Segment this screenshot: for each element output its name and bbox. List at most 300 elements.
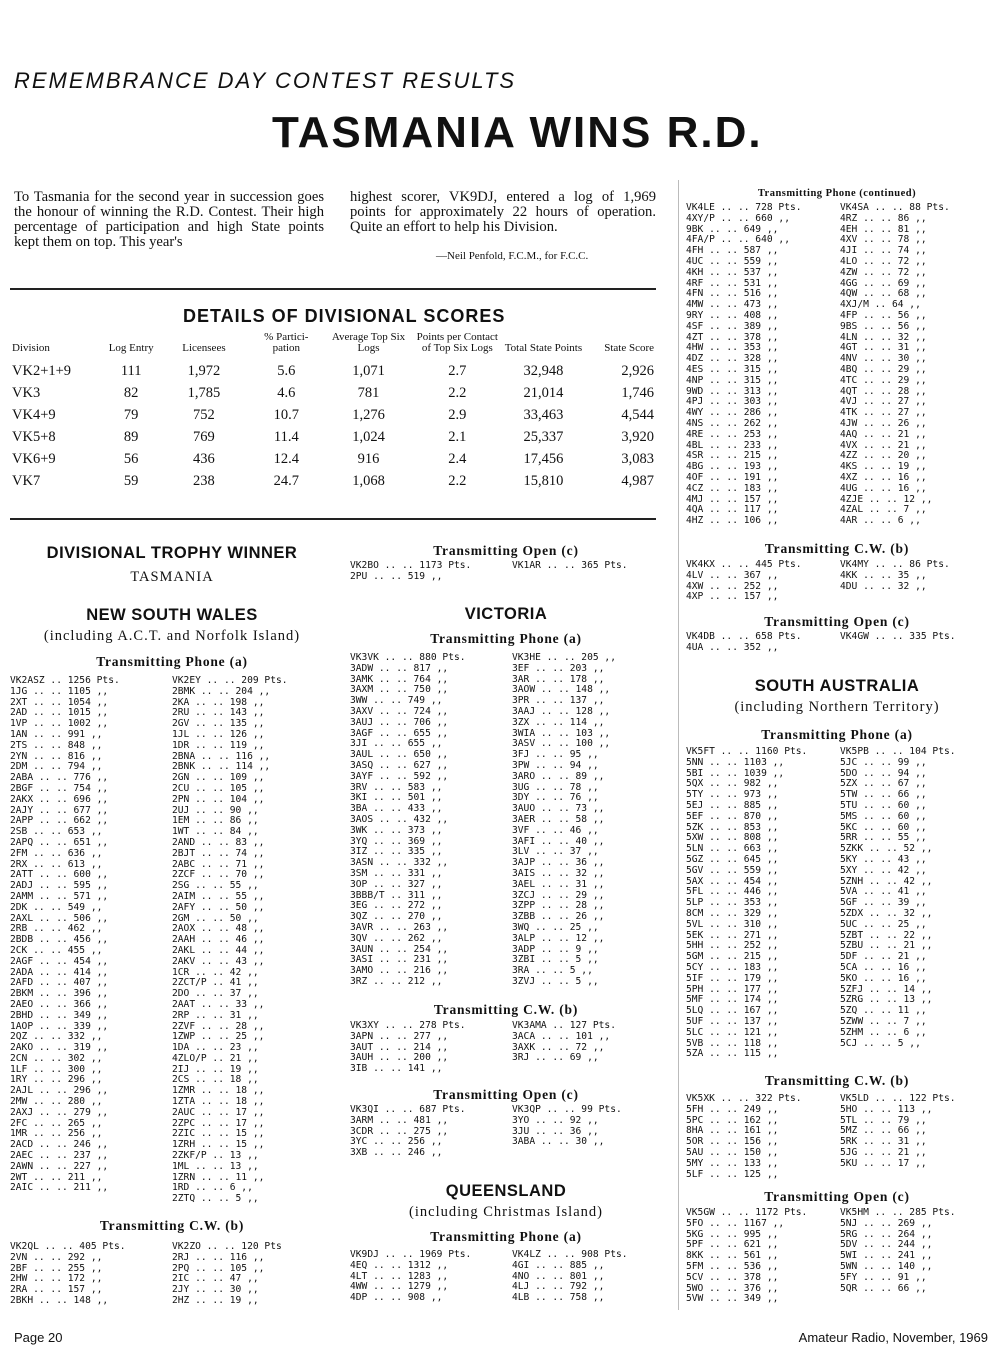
list-item: 3AXM .. .. 750 ,, (350, 684, 449, 696)
list-item: 3DY .. .. 76 ,, (512, 792, 599, 804)
list-item: 3PR .. .. 137 ,, (512, 695, 605, 707)
list-item: 2CN .. .. 302 ,, (10, 1052, 103, 1064)
sa-title: SOUTH AUSTRALIA (754, 677, 920, 695)
table-cell: 17,456 (523, 450, 564, 467)
page-title: TASMANIA WINS R.D. (272, 108, 763, 157)
list-item: 5LC .. .. 121 ,, (686, 1026, 779, 1038)
list-item: 3AUO .. .. 73 ,, (512, 803, 605, 815)
table-cell: 10.7 (273, 406, 299, 423)
list-item: 5ZRG .. .. 13 ,, (840, 994, 933, 1006)
table-cell: 111 (120, 362, 142, 379)
list-item: 4BL .. .. 233 ,, (686, 439, 779, 451)
list-item: 2PU .. .. 519 ,, (350, 570, 443, 582)
list-item: 2RB .. .. 462 ,, (10, 923, 103, 935)
list-item: 3EG .. .. 272 ,, (350, 900, 443, 912)
list-item: 2RJ .. .. 116 ,, (172, 1251, 265, 1263)
list-item: 4WY .. .. 286 ,, (686, 407, 779, 419)
list-item: 4LO .. .. 72 ,, (840, 255, 927, 267)
list-item: VK4LZ .. .. 908 Pts. (512, 1250, 628, 1260)
list-item: 5FM .. .. 536 ,, (686, 1260, 779, 1272)
list-item: 5NJ .. .. 269 ,, (840, 1217, 933, 1229)
sa-open-header: Transmitting Open (c) (764, 1189, 910, 1204)
list-item: 2GM .. .. 50 ,, (172, 912, 259, 924)
list-item: 4VX .. .. 21 ,, (840, 439, 927, 451)
list-item: 5EF .. .. 870 ,, (686, 810, 779, 822)
list-item: 4XJ/M .. 64 ,, (840, 299, 921, 311)
nsw-title: NEW SOUTH WALES (86, 606, 258, 624)
list-item: 2ADJ .. .. 595 ,, (10, 880, 109, 892)
nsw-phone-left (10, 676, 170, 1194)
list-item: 2CU .. .. 105 ,, (172, 782, 265, 794)
list-item: 5PC .. .. 162 ,, (686, 1114, 779, 1126)
intro-paragraph-1: To Tasmania for the second year in succession goes the honour of winning the R.D. Contest. Their high percentage of participation and high State points kept them on top. This year's (14, 189, 324, 250)
list-item: 3AUH .. .. 200 ,, (350, 1052, 449, 1064)
list-item: 2RU .. .. 143 ,, (172, 707, 265, 719)
list-item: 5JC .. .. 99 ,, (840, 756, 927, 768)
col-points-per-contact: Points per Contact of Top Six Logs (416, 331, 498, 354)
list-item: 4XV .. .. 78 ,, (840, 234, 927, 246)
list-item: 1AOP .. .. 339 ,, (10, 1020, 109, 1032)
list-item: 5PH .. .. 177 ,, (686, 983, 779, 995)
list-item: 2ATT .. .. 600 ,, (10, 869, 109, 881)
list-item: 5KC .. .. 60 ,, (840, 821, 927, 833)
trophy-title: DIVISIONAL TROPHY WINNER (46, 544, 298, 562)
qld-open-right (840, 632, 992, 643)
list-item: 5ZHM .. .. 6 ,, (840, 1026, 927, 1038)
list-item: 2AJL .. .. 296 ,, (10, 1085, 109, 1097)
list-item: 2ZPC .. .. 17 ,, (172, 1117, 265, 1129)
list-item: 2BNK .. .. 114 ,, (172, 761, 271, 773)
list-item: 3ASN .. .. 332 ,, (350, 857, 449, 869)
list-item: 5ZA .. .. 115 ,, (686, 1048, 779, 1060)
list-item: 3WW .. .. 749 ,, (350, 695, 443, 707)
list-item: 5ZBU .. .. 21 ,, (840, 940, 933, 952)
nsw-phone-right (172, 676, 334, 1205)
list-item: 5GM .. .. 215 ,, (686, 951, 779, 963)
nsw-open-header: Transmitting Open (c) (433, 543, 579, 558)
list-item: 2ZIC .. .. 15 ,, (172, 1128, 265, 1140)
table-cell: VK7 (12, 472, 41, 489)
list-item: 5FL .. .. 446 ,, (686, 886, 779, 898)
table-cell: VK6+9 (12, 450, 56, 467)
list-item: VK3XY .. .. 278 Pts. (350, 1021, 466, 1031)
list-item: 3AMK .. .. 764 ,, (350, 673, 449, 685)
list-item: 2BHD .. .. 349 ,, (10, 1009, 109, 1021)
list-item: 4LB .. .. 758 ,, (512, 1292, 605, 1304)
list-item: VK5LD .. .. 122 Pts. (840, 1094, 956, 1104)
sa-cw-header: Transmitting C.W. (b) (764, 1073, 910, 1088)
list-item: 2AAT .. .. 33 ,, (172, 998, 265, 1010)
table-cell: 89 (123, 428, 139, 445)
list-item: 5ZX .. .. 67 ,, (840, 778, 927, 790)
list-item: 5CY .. .. 183 ,, (686, 961, 779, 973)
list-item: 3CDR .. .. 275 ,, (350, 1125, 449, 1137)
list-item: 1WT .. .. 84 ,, (172, 826, 259, 838)
list-item: 4LT .. .. 1283 ,, (350, 1270, 449, 1282)
list-item: 1ZTA .. .. 18 ,, (172, 1096, 265, 1108)
vic-phone-left (350, 653, 510, 988)
list-item: 3RZ .. .. 212 ,, (350, 975, 443, 987)
table-cell: 1,068 (352, 472, 385, 489)
list-item: 1JL .. .. 126 ,, (172, 728, 265, 740)
list-item: 5ZFJ .. .. 14 ,, (840, 983, 933, 995)
list-item: 4FA/P .. .. 640 ,, (686, 234, 790, 246)
list-item: 3XB .. .. 246 ,, (350, 1147, 443, 1159)
list-item: 5TU .. .. 60 ,, (840, 799, 927, 811)
list-item: 5WI .. .. 241 ,, (840, 1250, 933, 1262)
qld-phone-right (512, 1250, 672, 1304)
table-cell: 2.7 (448, 362, 467, 379)
list-item: VK5FT .. .. 1160 Pts. (686, 747, 808, 757)
nsw-cw-header: Transmitting C.W. (b) (99, 1218, 245, 1233)
table-cell: 32,948 (523, 362, 564, 379)
col-division: Division (12, 342, 50, 354)
list-item: 3WQ .. .. 25 ,, (512, 921, 599, 933)
nsw-cw-right (172, 1242, 334, 1307)
table-cell: 436 (193, 450, 215, 467)
table-row (10, 404, 656, 426)
list-item: 1ML .. .. 13 ,, (172, 1160, 259, 1172)
list-item: 3VF .. .. 46 ,, (512, 824, 599, 836)
table-cell: 3,920 (621, 428, 654, 445)
list-item: 1JG .. .. 1105 ,, (10, 685, 109, 697)
list-item: 2ACD .. .. 246 ,, (10, 1139, 109, 1151)
list-item: 5DV .. .. 244 ,, (840, 1239, 933, 1251)
list-item: 4AR .. .. 6 ,, (840, 515, 921, 527)
list-item: 5LF .. .. 125 ,, (686, 1168, 779, 1180)
qld-open-header: Transmitting Open (c) (764, 614, 910, 629)
list-item: 9BS .. .. 56 ,, (840, 320, 927, 332)
list-item: 4VJ .. .. 27 ,, (840, 396, 927, 408)
list-item: 4UG .. .. 16 ,, (840, 482, 927, 494)
list-item: 2APQ .. .. 651 ,, (10, 836, 109, 848)
list-item: 4HZ .. .. 106 ,, (686, 515, 779, 527)
list-item: 9BK .. .. 649 ,, (686, 223, 779, 235)
list-item: VK2EY .. .. 209 Pts. (172, 676, 288, 686)
qld-title: QUEENSLAND (445, 1182, 567, 1200)
list-item: 3ACA .. .. 101 ,, (512, 1030, 611, 1042)
qld-open-left (686, 632, 838, 654)
list-item: 2ZCT/P .. 41 ,, (172, 977, 259, 989)
sa-cw-left (686, 1094, 838, 1180)
list-item: 2AIM .. .. 55 ,, (172, 890, 265, 902)
list-item: 4LV .. .. 367 ,, (686, 569, 779, 581)
list-item: 5MS .. .. 60 ,, (840, 810, 927, 822)
list-item: 2AKX .. .. 696 ,, (10, 793, 109, 805)
table-cell: 1,785 (187, 384, 221, 401)
list-item: 4PJ .. .. 303 ,, (686, 396, 779, 408)
nsw-subtitle: (including A.C.T. and Norfolk Island) (43, 628, 301, 644)
list-item: 3BA .. .. 433 ,, (350, 803, 443, 815)
list-item: 5BI .. .. 1039 ,, (686, 767, 785, 779)
list-item: 2FM .. .. 636 ,, (10, 847, 103, 859)
table-cell: 12.4 (273, 450, 299, 467)
list-item: 4ZT .. .. 378 ,, (686, 331, 779, 343)
list-item: 5ZWW .. .. 7 ,, (840, 1015, 927, 1027)
list-item: 3ASV .. .. 100 ,, (512, 738, 611, 750)
list-item: 2ABA .. .. 776 ,, (10, 772, 109, 784)
list-item: 1LF .. .. 300 ,, (10, 1063, 103, 1075)
table-cell: 82 (123, 384, 139, 401)
list-item: 4TC .. .. 29 ,, (840, 374, 927, 386)
list-item: 4BG .. .. 193 ,, (686, 461, 779, 473)
list-item: 3OP .. .. 327 ,, (350, 878, 443, 890)
list-item: 3WIA .. .. 103 ,, (512, 727, 611, 739)
list-item: 4QW .. .. 68 ,, (840, 288, 927, 300)
list-item: 2ABC .. .. 71 ,, (172, 858, 265, 870)
list-item: 5ZKK .. .. 52 ,, (840, 843, 933, 855)
list-item: VK2ZO .. .. 120 Pts (172, 1242, 282, 1252)
list-item: 5MY .. .. 133 ,, (686, 1157, 779, 1169)
list-item: 3LV .. .. 37 ,, (512, 846, 599, 858)
list-item: VK4LE .. .. 728 Pts. (686, 203, 802, 213)
list-item: 3YQ .. .. 369 ,, (350, 835, 443, 847)
table-cell: 79 (123, 406, 139, 423)
table-cell: VK4+9 (12, 406, 56, 423)
qld-subtitle: (including Christmas Island) (409, 1204, 603, 1220)
table-cell: 1,071 (352, 362, 385, 379)
list-item: 3AUJ .. .. 706 ,, (350, 716, 449, 728)
sa-phone-header: Transmitting Phone (a) (761, 727, 913, 742)
sa-cw-right (840, 1094, 992, 1170)
list-item: 3AOW .. .. 148 ,, (512, 684, 611, 696)
list-item: 2TS .. .. 848 ,, (10, 739, 103, 751)
vic-cw-header: Transmitting C.W. (b) (433, 1002, 579, 1017)
list-item: 4NP .. .. 315 ,, (686, 374, 779, 386)
list-item: 3ZBI .. .. 5 ,, (512, 954, 599, 966)
list-item: 2SG .. .. 55 ,, (172, 880, 259, 892)
nsw-phone-header: Transmitting Phone (a) (96, 654, 248, 669)
table-cell: 24.7 (273, 472, 299, 489)
list-item: 4WW .. .. 1279 ,, (350, 1281, 449, 1293)
list-item: 4SF .. .. 389 ,, (686, 320, 779, 332)
list-item: 4ZJE .. .. 12 ,, (840, 493, 933, 505)
table-cell: 59 (123, 472, 139, 489)
list-item: 4KH .. .. 537 ,, (686, 266, 779, 278)
list-item: 5LP .. .. 353 ,, (686, 897, 779, 909)
table-cell: 4,544 (621, 406, 654, 423)
list-item: 5OR .. .. 156 ,, (686, 1136, 779, 1148)
table-cell: 25,337 (523, 428, 564, 445)
table-cell: 752 (193, 406, 215, 423)
list-item: 4QA .. .. 117 ,, (686, 504, 779, 516)
list-item: 9RY .. .. 408 ,, (686, 309, 779, 321)
table-cell: 238 (193, 472, 215, 489)
list-item: 4OF .. .. 191 ,, (686, 471, 779, 483)
list-item: 5TL .. .. 79 ,, (840, 1114, 927, 1126)
list-item: 2SB .. .. 653 ,, (10, 826, 103, 838)
list-item: 5XY .. .. 42 ,, (840, 864, 927, 876)
qld-cw-right (840, 560, 992, 592)
col-average-top-six: Average Top Six Logs (331, 331, 406, 354)
list-item: 1ZRH .. .. 15 ,, (172, 1139, 265, 1151)
list-item: 4SR .. .. 215 ,, (686, 450, 779, 462)
sa-phone-right (840, 747, 992, 1049)
list-item: 3ABA .. .. 30 ,, (512, 1136, 605, 1148)
list-item: 4KK .. .. 35 ,, (840, 569, 927, 581)
list-item: 4JW .. .. 26 ,, (840, 417, 927, 429)
list-item: 2PQ .. .. 105 ,, (172, 1262, 265, 1274)
qld-cw-left (686, 560, 838, 603)
list-item: 2AGF .. .. 454 ,, (10, 955, 109, 967)
list-item: 2APP .. .. 662 ,, (10, 815, 109, 827)
list-item: 4JI .. .. 74 ,, (840, 245, 927, 257)
list-item: 2IC .. .. 47 ,, (172, 1273, 259, 1285)
table-cell: VK5+8 (12, 428, 56, 445)
intro-paragraph-2: highest scorer, VK9DJ, entered a log of 1,969 points for approximately 22 hours of operation. Quite an effort to help his Division. (350, 189, 656, 235)
list-item: VK5GW .. .. 1172 Pts. (686, 1208, 808, 1218)
nsw-open-left (350, 561, 510, 583)
sa-open-right (840, 1208, 992, 1294)
list-item: 4NS .. .. 262 ,, (686, 417, 779, 429)
list-item: 4RZ .. .. 86 ,, (840, 212, 927, 224)
list-item: VK3QI .. .. 687 Pts. (350, 1105, 466, 1115)
list-item: 3AUT .. .. 214 ,, (350, 1041, 449, 1053)
list-item: 4FN .. .. 516 ,, (686, 288, 779, 300)
list-item: VK4SA .. .. 88 Pts. (840, 203, 950, 213)
list-item: 2AKO .. .. 319 ,, (10, 1042, 109, 1054)
list-item: 2AWN .. .. 227 ,, (10, 1160, 109, 1172)
list-item: 2AOX .. .. 48 ,, (172, 923, 265, 935)
list-item: 2BNA .. .. 116 ,, (172, 750, 271, 762)
list-item: 4GI .. .. 885 ,, (512, 1259, 605, 1271)
list-item: 2AMM .. .. 571 ,, (10, 890, 109, 902)
list-item: 3ZCJ .. .. 29 ,, (512, 889, 605, 901)
list-item: 4XW .. .. 252 ,, (686, 580, 779, 592)
column-rule (678, 180, 679, 1310)
table-cell: 1,972 (187, 362, 221, 379)
list-item: 5CA .. .. 16 ,, (840, 961, 927, 973)
list-item: 2BKM .. .. 396 ,, (10, 988, 109, 1000)
list-item: 2IJ .. .. 19 ,, (172, 1063, 259, 1075)
list-item: 4ZW .. .. 72 ,, (840, 266, 927, 278)
list-item: 1MR .. .. 256 ,, (10, 1128, 103, 1140)
list-item: VK2QL .. .. 405 Pts. (10, 1242, 126, 1252)
list-item: 5TY .. .. 973 ,, (686, 789, 779, 801)
list-item: 2VN .. .. 292 ,, (10, 1251, 103, 1263)
list-item: 4AQ .. .. 21 ,, (840, 428, 927, 440)
list-item: 1ZRN .. .. 11 ,, (172, 1171, 265, 1183)
list-item: 2AFD .. .. 407 ,, (10, 977, 109, 989)
list-item: 4MW .. .. 473 ,, (686, 299, 779, 311)
table-cell: 3,083 (621, 450, 654, 467)
list-item: 2BGF .. .. 754 ,, (10, 782, 109, 794)
table-cell: 781 (357, 384, 380, 401)
list-item: 4NO .. .. 801 ,, (512, 1270, 605, 1282)
list-item: 2AJY .. .. 677 ,, (10, 804, 109, 816)
sa-open-left (686, 1208, 838, 1305)
list-item: 5FH .. .. 249 ,, (686, 1103, 779, 1115)
list-item: 2AIC .. .. 211 ,, (10, 1182, 109, 1194)
list-item: 2YN .. .. 816 ,, (10, 750, 103, 762)
list-item: 5MZ .. .. 66 ,, (840, 1125, 927, 1137)
list-item: 3QZ .. .. 270 ,, (350, 911, 443, 923)
list-item: 4EQ .. .. 1312 ,, (350, 1259, 449, 1271)
list-item: 5GV .. .. 559 ,, (686, 864, 779, 876)
list-item: VK3QP .. .. 99 Pts. (512, 1105, 622, 1115)
list-item: 5WO .. .. 376 ,, (686, 1282, 779, 1294)
list-item: 2RX .. .. 613 ,, (10, 858, 103, 870)
list-item: VK9DJ .. .. 1969 Pts. (350, 1250, 472, 1260)
list-item: 1EM .. .. 86 ,, (172, 815, 259, 827)
list-item: 1ZWP .. .. 25 ,, (172, 1031, 265, 1043)
list-item: VK3HE .. .. 205 ,, (512, 653, 616, 663)
table-cell: 2.4 (448, 450, 467, 467)
table-cell: 2.2 (448, 384, 467, 401)
list-item: 5VL .. .. 310 ,, (686, 918, 779, 930)
list-item: 3EF .. .. 203 ,, (512, 662, 605, 674)
list-item: 4BQ .. .. 29 ,, (840, 363, 927, 375)
list-item: 5UC .. .. 25 ,, (840, 918, 927, 930)
table-cell: 21,014 (523, 384, 564, 401)
list-item: 5AU .. .. 150 ,, (686, 1146, 779, 1158)
list-item: 2AXJ .. .. 279 ,, (10, 1106, 109, 1118)
table-cell: 769 (193, 428, 215, 445)
table-cell: 2.1 (448, 428, 467, 445)
byline: —Neil Penfold, F.C.M., for F.C.C. (436, 250, 589, 262)
list-item: 5WN .. .. 140 ,, (840, 1260, 933, 1272)
list-item: 2MW .. .. 280 ,, (10, 1096, 103, 1108)
list-item: 3AVR .. .. 263 ,, (350, 921, 449, 933)
list-item: VK3VK .. .. 880 Pts. (350, 653, 466, 663)
col-state-score: State Score (604, 342, 654, 354)
vic-cw-left (350, 1021, 510, 1075)
list-item: 2HZ .. .. 19 ,, (172, 1294, 259, 1306)
list-item: 2FC .. .. 265 ,, (10, 1117, 103, 1129)
list-item: 5KY .. .. 43 ,, (840, 853, 927, 865)
list-item: 3AR .. .. 178 ,, (512, 673, 605, 685)
list-item: 5CJ .. .. 5 ,, (840, 1037, 921, 1049)
list-item: 4MJ .. .. 157 ,, (686, 493, 779, 505)
list-item: 3RV .. .. 583 ,, (350, 781, 443, 793)
list-item: 3YO .. .. 92 ,, (512, 1114, 599, 1126)
col-total-state-points: Total State Points (504, 342, 583, 354)
list-item: 4XZ .. .. 16 ,, (840, 471, 927, 483)
list-item: 3SM .. .. 331 ,, (350, 867, 443, 879)
list-item: 5ZBT .. .. 22 ,, (840, 929, 933, 941)
list-item: 3APN .. .. 277 ,, (350, 1030, 449, 1042)
list-item: 5CV .. .. 378 ,, (686, 1271, 779, 1283)
list-item: 5RG .. .. 264 ,, (840, 1228, 933, 1240)
list-item: 3AAJ .. .. 128 ,, (512, 705, 611, 717)
list-item: 3AUL .. .. 650 ,, (350, 749, 449, 761)
list-item: 3AXV .. .. 724 ,, (350, 705, 449, 717)
list-item: 5EJ .. .. 885 ,, (686, 799, 779, 811)
list-item: 4GG .. .. 69 ,, (840, 277, 927, 289)
list-item: 3QV .. .. 262 ,, (350, 932, 443, 944)
qld-cw-header: Transmitting C.W. (b) (764, 541, 910, 556)
list-item: 5MF .. .. 174 ,, (686, 994, 779, 1006)
list-item: 8HA .. .. 161 ,, (686, 1125, 779, 1137)
table-cell: 2,926 (621, 362, 654, 379)
nsw-open-right (512, 561, 672, 572)
list-item: 2ZCF .. .. 70 ,, (172, 869, 265, 881)
list-item: 3AIS .. .. 32 ,, (512, 867, 605, 879)
list-item: 3RJ .. .. 69 ,, (512, 1052, 599, 1064)
list-item: 3KI .. .. 501 ,, (350, 792, 443, 804)
qld-continued-right (840, 203, 992, 527)
list-item: 4DP .. .. 908 ,, (350, 1292, 443, 1304)
list-item: 5VW .. .. 349 ,, (686, 1293, 779, 1305)
list-item: 4KS .. .. 19 ,, (840, 461, 927, 473)
list-item: 4DU .. .. 32 ,, (840, 580, 927, 592)
list-item: 2RA .. .. 157 ,, (10, 1284, 103, 1296)
list-item: 3UG .. .. 78 ,, (512, 781, 599, 793)
table-cell: 5.6 (277, 362, 296, 379)
list-item: 2UJ .. .. 90 ,, (172, 804, 259, 816)
table-cell: 1,276 (352, 406, 385, 423)
list-item: 4RE .. .. 253 ,, (686, 428, 779, 440)
